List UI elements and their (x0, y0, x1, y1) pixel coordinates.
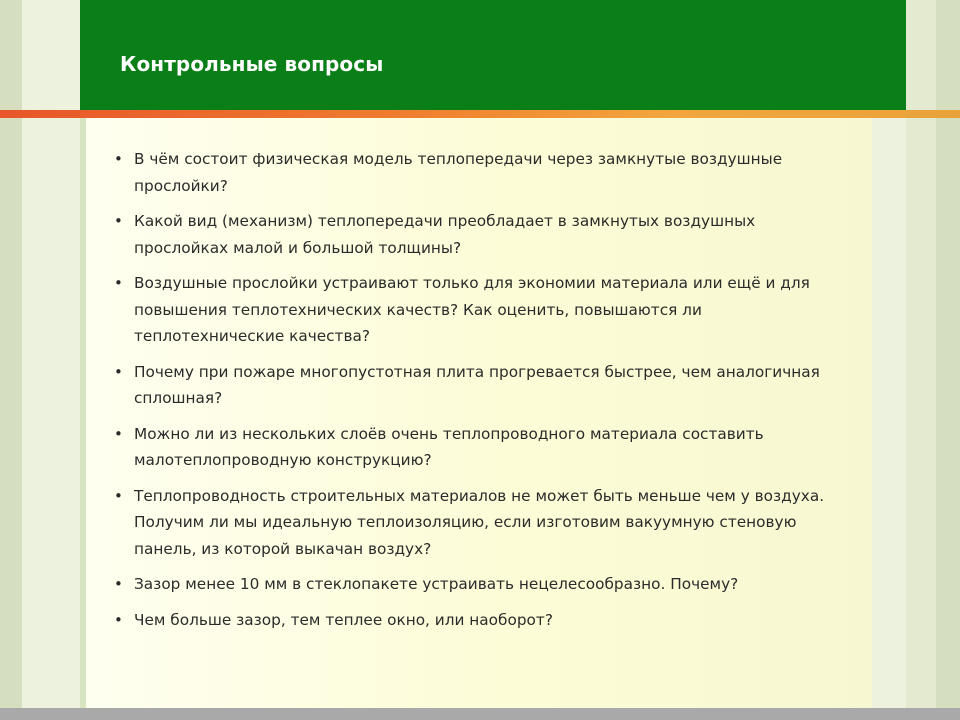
question-list (114, 146, 834, 642)
right-band-b (906, 0, 936, 708)
bullet-icon: • (114, 486, 123, 505)
left-outer-band (0, 0, 22, 708)
bullet-icon: • (114, 150, 123, 168)
question-text: Зазор менее 10 мм в стеклопакете устраивать нецелесообразно. Почему? (134, 575, 739, 593)
bullet-icon: • (114, 424, 123, 443)
list-item (114, 483, 834, 563)
question-text: Теплопроводность строительных материалов не может быть меньше чем у воздуха. Получим ли мы идеальную теплоизоляцию, если изготовим вакуумную стеновую панель, из которой выкачан воздух? (134, 486, 825, 558)
slide-header (80, 0, 906, 110)
bullet-icon: • (114, 274, 123, 292)
list-item (114, 208, 834, 261)
bullet-icon: • (114, 575, 123, 593)
list-item (114, 359, 834, 412)
question-text: Воздушные прослойки устраивают только для экономии материала или ещё и для повышения теплотехнических качеств? Как оценить, повышаются ли теплотехнические качества? (134, 274, 810, 345)
list-item (114, 571, 834, 598)
right-band-c (936, 0, 960, 708)
accent-strip (0, 110, 960, 118)
list-item (114, 146, 834, 199)
bullet-icon: • (114, 212, 123, 230)
question-text: Чем больше зазор, тем теплее окно, или наоборот? (134, 610, 553, 629)
question-text: В чём состоит физическая модель теплопередачи через замкнутые воздушные прослойки? (134, 150, 783, 195)
question-text: Какой вид (механизм) теплопередачи преобладает в замкнутых воздушных прослойках малой и большой толщины? (134, 212, 756, 257)
slide-title: Контрольные вопросы (120, 52, 384, 76)
list-item (114, 421, 834, 474)
bullet-icon: • (114, 362, 123, 381)
left-middle-band (22, 0, 80, 708)
bullet-icon: • (114, 610, 123, 629)
list-item (114, 270, 834, 350)
slide-content (86, 118, 872, 708)
list-item (114, 607, 834, 634)
bottom-bar (0, 708, 960, 720)
question-text: Почему при пожаре многопустотная плита прогревается быстрее, чем аналогичная сплошная? (134, 362, 820, 407)
question-text: Можно ли из нескольких слоёв очень теплопроводного материала составить малотеплопроводную конструкцию? (134, 424, 764, 469)
